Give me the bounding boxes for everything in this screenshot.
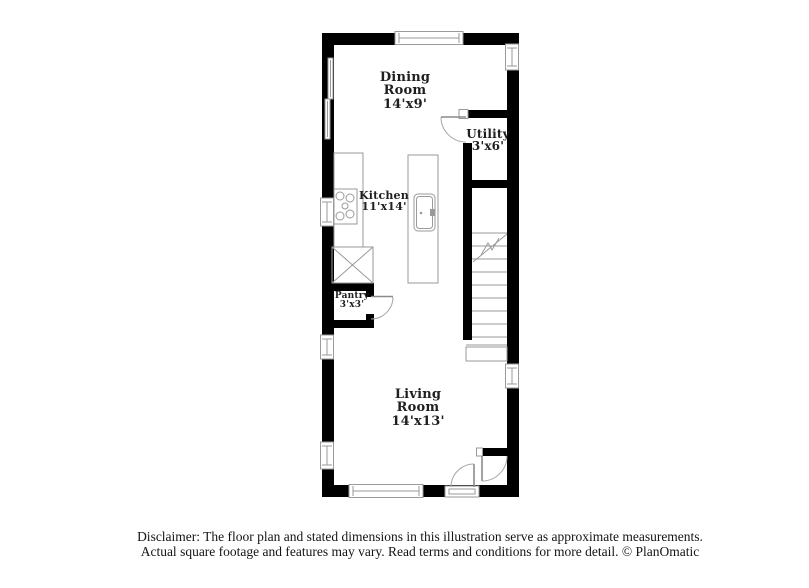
room-dimensions: 11'x14' — [361, 200, 407, 214]
pantry-door — [371, 297, 393, 320]
refrigerator-space — [332, 247, 373, 283]
utility-door — [441, 110, 468, 143]
room-label-living — [391, 388, 444, 428]
wall-right — [507, 33, 519, 497]
stair-landing — [466, 347, 507, 361]
cooktop — [334, 189, 357, 224]
room-dimensions: 14'x13' — [391, 413, 445, 429]
disclaimer-line-2: Actual square footage and features may vary. Read terms and conditions for more detail. © PlanOmatic — [140, 544, 700, 559]
faucet-icon — [430, 209, 435, 216]
stairs — [466, 233, 507, 361]
room-name-line: Pantry — [334, 291, 370, 301]
window-living-right — [506, 364, 519, 388]
disclaimer-line-1: Disclaimer: The floor plan and stated dimensions in this illustration serve as approximate measurements. — [137, 529, 703, 544]
drain-icon — [420, 212, 423, 215]
room-dimensions: 14'x9' — [382, 96, 428, 112]
entry-door — [445, 464, 479, 497]
room-name-line: Dining — [379, 70, 431, 85]
room-name-line: Living — [394, 387, 442, 402]
window-utility-right — [506, 44, 519, 70]
room-dimensions: 3'x3' — [339, 300, 365, 311]
wall-utility-top — [463, 110, 507, 118]
room-dimensions: 3'x6' — [471, 139, 505, 154]
window-dining-top — [395, 32, 463, 45]
doors — [371, 110, 507, 498]
room-label-pantry — [335, 292, 369, 310]
stair-break-line — [473, 234, 507, 262]
room-name-line: Utility — [466, 127, 510, 141]
kitchen-island — [408, 155, 438, 283]
wall-stairwell — [463, 188, 472, 340]
room-label-dining — [380, 71, 430, 111]
wall-entry-closet-stub — [481, 448, 507, 456]
disclaimer-text — [31, 529, 809, 559]
room-name-line: Room — [383, 83, 427, 99]
room-name-line: Room — [396, 400, 440, 416]
window-left-mid — [321, 335, 334, 359]
wall-pantry-jamb-bottom — [366, 314, 374, 328]
wall-utility-bottom — [463, 180, 507, 188]
room-name-line: Kitchen — [359, 189, 409, 202]
room-label-kitchen — [359, 190, 409, 212]
window-living-left — [321, 442, 334, 469]
window-living-bottom — [349, 485, 423, 498]
window-kitchen-left — [321, 198, 334, 226]
kitchen-fixtures — [332, 153, 438, 283]
room-label-utility — [466, 128, 510, 152]
